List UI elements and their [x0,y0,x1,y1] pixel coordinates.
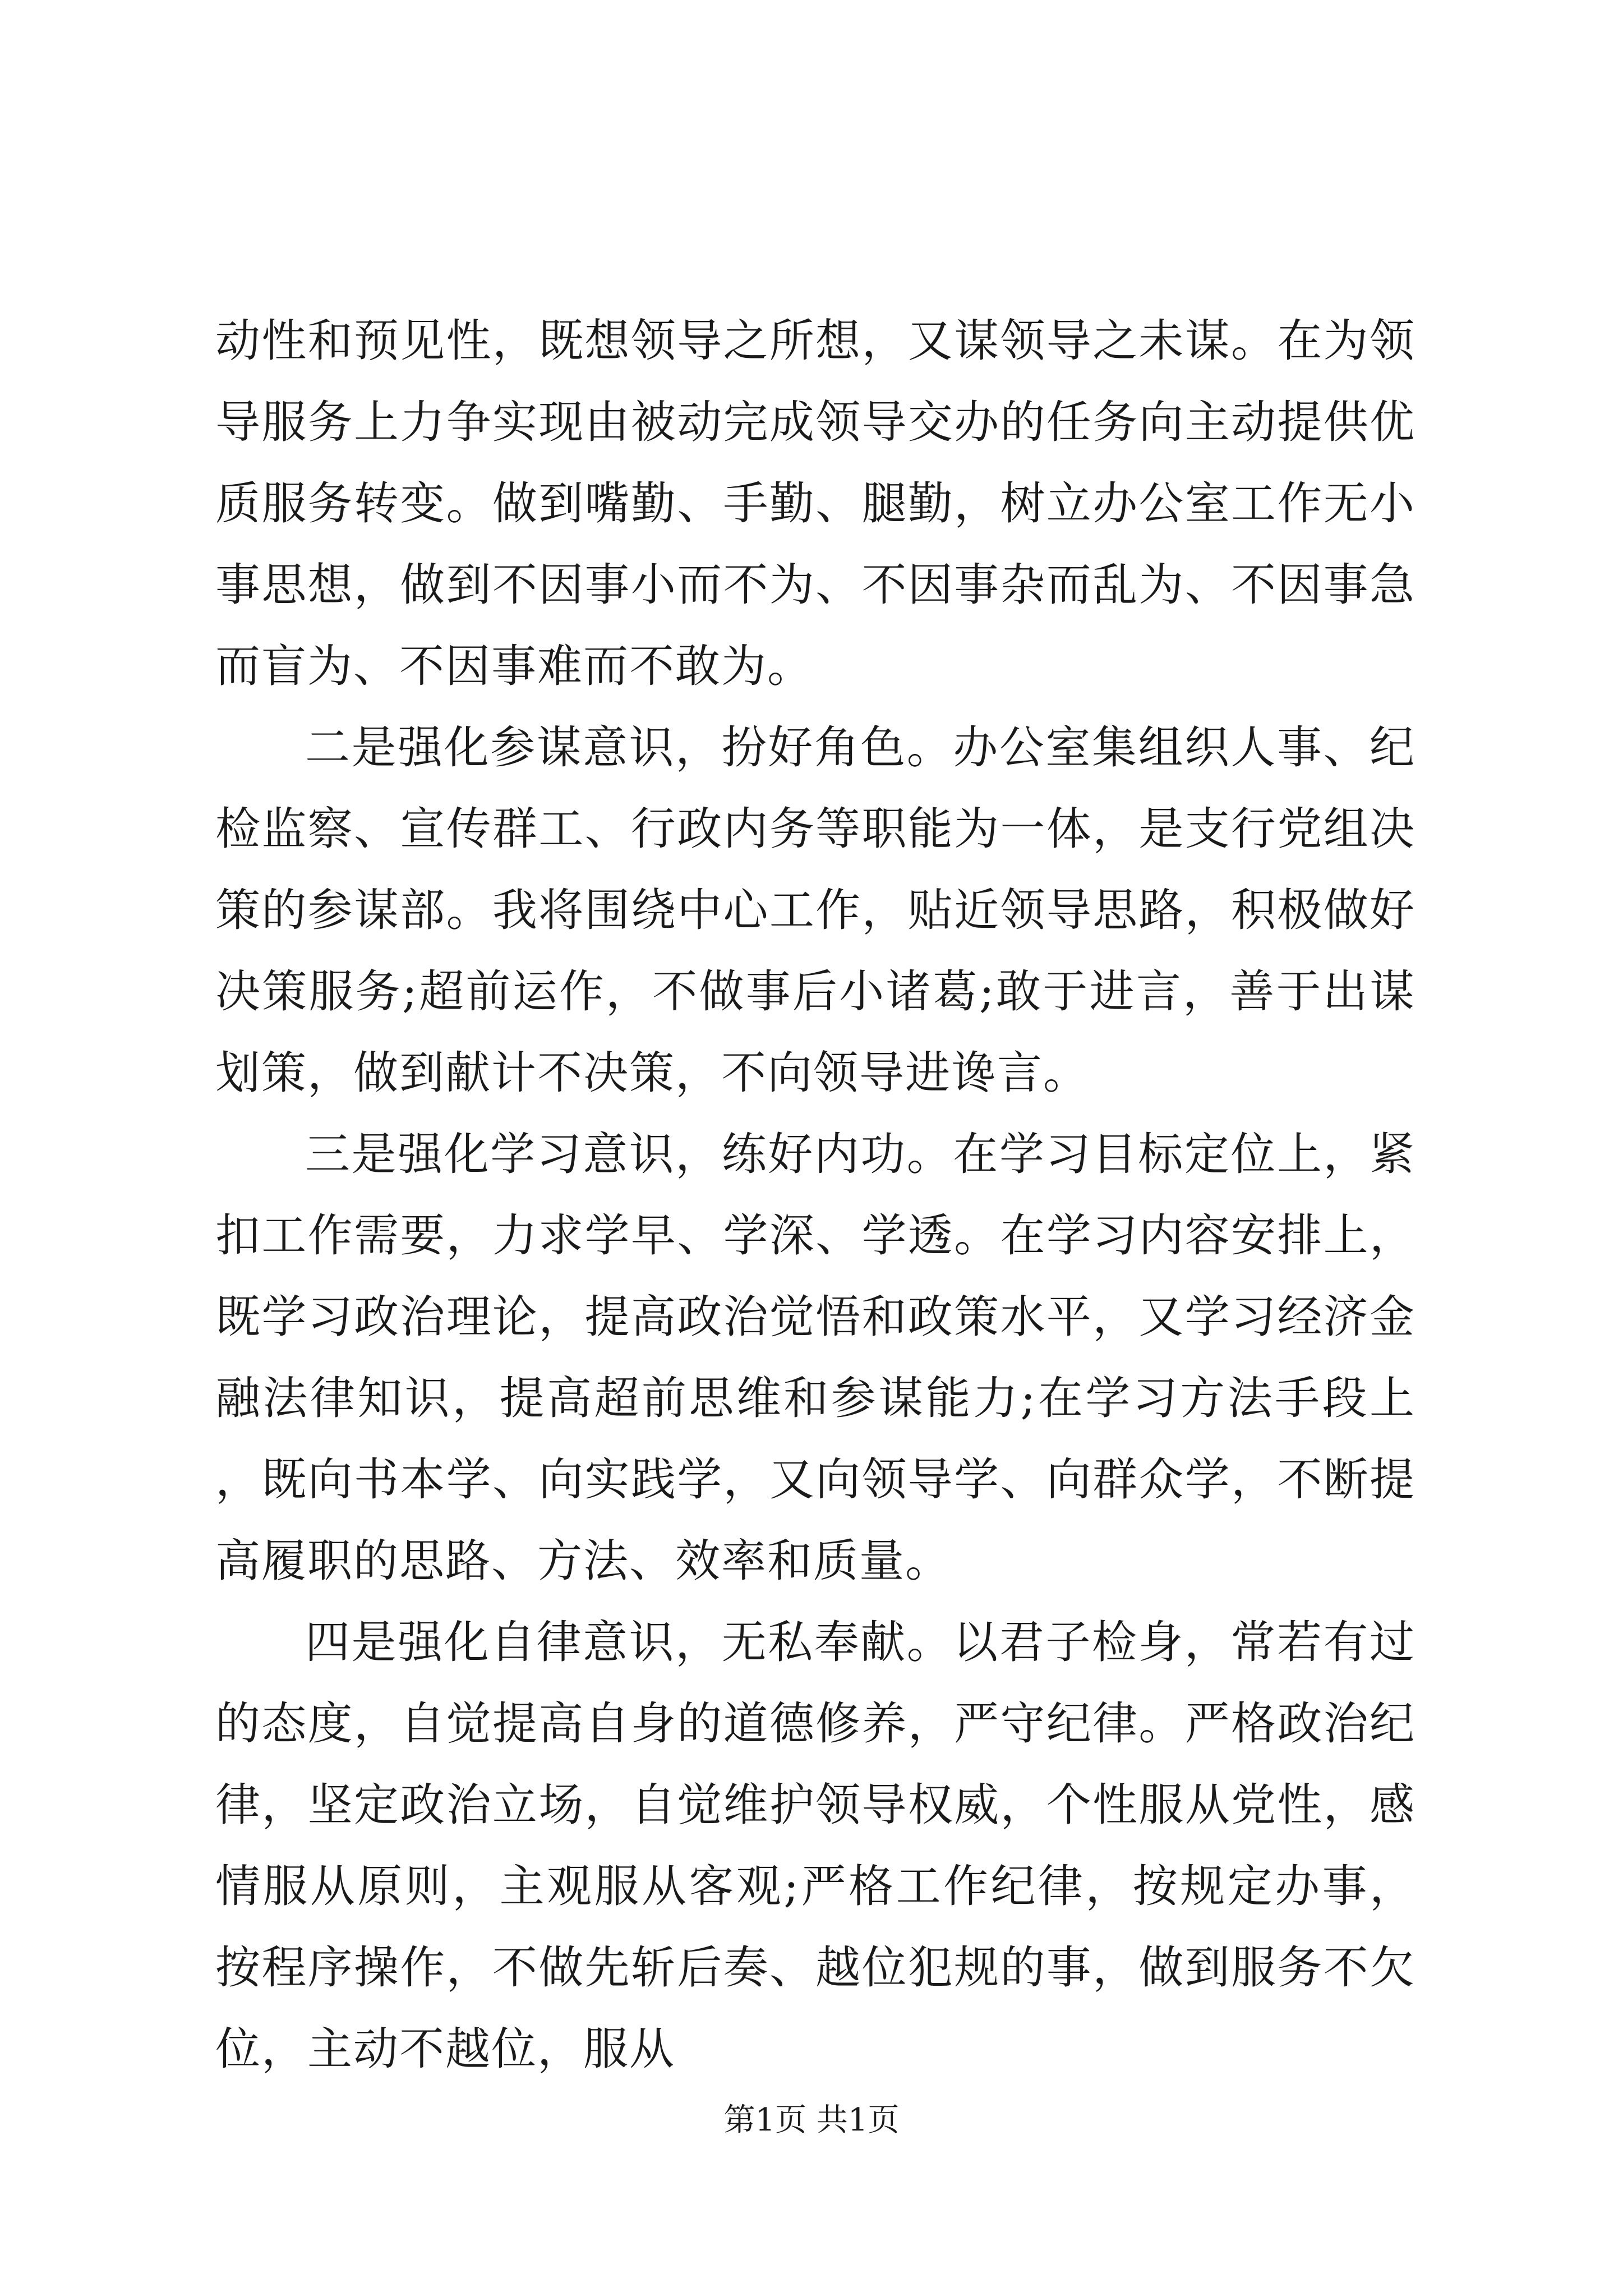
paragraph-learning-awareness: 三是强化学习意识，练好内功。在学习目标定位上，紧扣工作需要，力求学早、学深、学透。在学习内容安排上，既学习政治理论，提高政治觉悟和政策水平，又学习经济金融法律知识，提高超前思维和参谋能力;在学习方法手段上，既向书本学、向实践学，又向领导学、向群众学，不断提高履职的思路、方法、效率和质量。 [215,1128,1415,1587]
paragraph-self-discipline: 四是强化自律意识，无私奉献。以君子检身，常若有过的态度，自觉提高自身的道德修养，严守纪律。严格政治纪律，坚定政治立场，自觉维护领导权威，个性服从党性，感情服从原则，主观服从客观;严格工作纪律，按规定办事，按程序操作，不做先斩后奏、越位犯规的事，做到服务不欠位，主动不越位，服从 [215,1616,1415,2075]
paragraph-continuation: 动性和预见性，既想领导之所想，又谋领导之未谋。在为领导服务上力争实现由被动完成领导交办的任务向主动提供优质服务转变。做到嘴勤、手勤、腿勤，树立办公室工作无小事思想，做到不因事小而不为、不因事杂而乱为、不因事急而盲为、不因事难而不敢为。 [215,315,1415,692]
page-footer: 第1页 共1页 [723,2102,900,2138]
paragraph-staff-awareness: 二是强化参谋意识，扮好角色。办公室集组织人事、纪检监察、宣传群工、行政内务等职能为一体，是支行党组决策的参谋部。我将围绕中心工作，贴近领导思路，积极做好决策服务;超前运作，不做事后小诸葛;敢于进言，善于出谋划策，做到献计不决策，不向领导进谗言。 [215,721,1415,1099]
document-body [215,300,1415,2090]
